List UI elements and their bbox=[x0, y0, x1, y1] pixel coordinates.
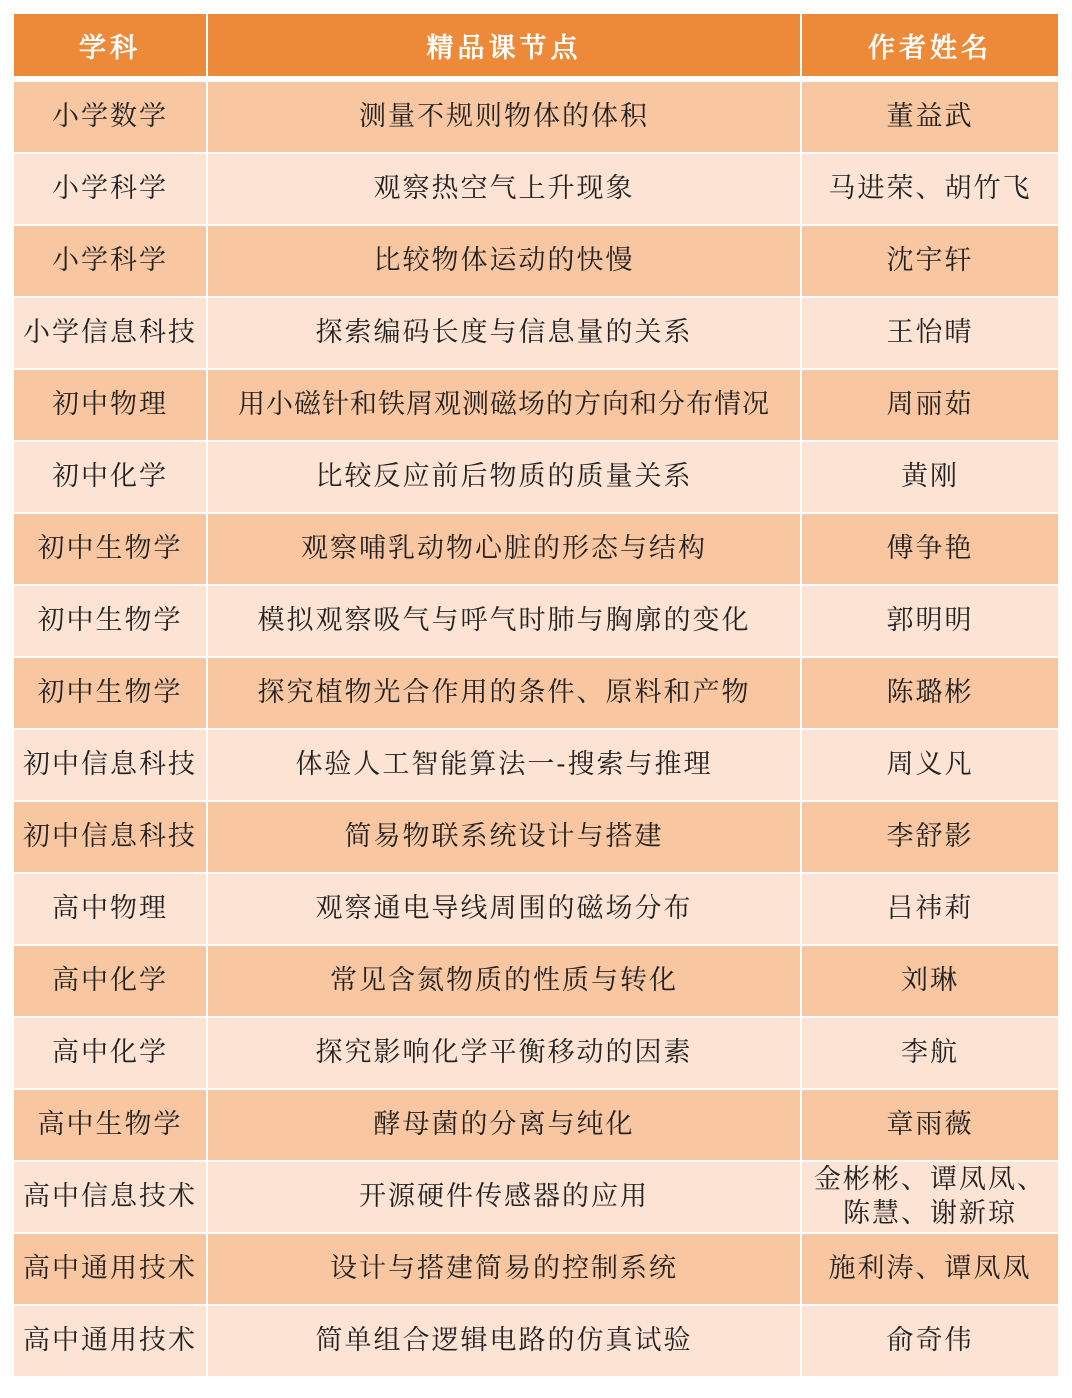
course-node-cell: 测量不规则物体的体积 bbox=[208, 82, 802, 154]
header-course-node: 精品课节点 bbox=[208, 14, 802, 82]
author-cell: 郭明明 bbox=[802, 586, 1058, 658]
author-cell: 章雨薇 bbox=[802, 1090, 1058, 1162]
course-node-cell: 观察通电导线周围的磁场分布 bbox=[208, 874, 802, 946]
header-subject: 学科 bbox=[14, 14, 208, 82]
author-cell: 马进荣、胡竹飞 bbox=[802, 154, 1058, 226]
subject-cell: 初中化学 bbox=[14, 442, 208, 514]
subject-cell: 高中通用技术 bbox=[14, 1234, 208, 1306]
table-row bbox=[14, 370, 1058, 442]
course-node-cell: 设计与搭建简易的控制系统 bbox=[208, 1234, 802, 1306]
subject-cell: 高中化学 bbox=[14, 946, 208, 1018]
course-node-cell: 观察热空气上升现象 bbox=[208, 154, 802, 226]
author-cell: 吕祎莉 bbox=[802, 874, 1058, 946]
author-cell: 李航 bbox=[802, 1018, 1058, 1090]
author-cell: 黄刚 bbox=[802, 442, 1058, 514]
table-row bbox=[14, 154, 1058, 226]
table-row bbox=[14, 1234, 1058, 1306]
course-node-cell: 比较反应前后物质的质量关系 bbox=[208, 442, 802, 514]
subject-cell: 小学信息科技 bbox=[14, 298, 208, 370]
course-node-cell: 体验人工智能算法一-搜索与推理 bbox=[208, 730, 802, 802]
subject-cell: 初中信息科技 bbox=[14, 730, 208, 802]
subject-cell: 初中信息科技 bbox=[14, 802, 208, 874]
author-cell: 陈璐彬 bbox=[802, 658, 1058, 730]
table-row bbox=[14, 1090, 1058, 1162]
author-cell: 周丽茹 bbox=[802, 370, 1058, 442]
table-row bbox=[14, 1162, 1058, 1234]
course-node-cell: 观察哺乳动物心脏的形态与结构 bbox=[208, 514, 802, 586]
course-node-cell: 简单组合逻辑电路的仿真试验 bbox=[208, 1306, 802, 1378]
subject-cell: 初中物理 bbox=[14, 370, 208, 442]
author-cell: 金彬彬、谭凤凤、陈慧、谢新琼 bbox=[802, 1162, 1058, 1234]
table-row bbox=[14, 1018, 1058, 1090]
subject-cell: 小学数学 bbox=[14, 82, 208, 154]
subject-cell: 初中生物学 bbox=[14, 586, 208, 658]
table-row bbox=[14, 298, 1058, 370]
subject-cell: 高中物理 bbox=[14, 874, 208, 946]
table-row bbox=[14, 514, 1058, 586]
subject-cell: 初中生物学 bbox=[14, 514, 208, 586]
subject-cell: 高中通用技术 bbox=[14, 1306, 208, 1378]
table-body bbox=[14, 82, 1058, 1378]
table-row bbox=[14, 82, 1058, 154]
header-row bbox=[14, 14, 1058, 82]
course-node-cell: 简易物联系统设计与搭建 bbox=[208, 802, 802, 874]
table-row bbox=[14, 802, 1058, 874]
subject-cell: 高中生物学 bbox=[14, 1090, 208, 1162]
author-cell: 王怡晴 bbox=[802, 298, 1058, 370]
table-row bbox=[14, 946, 1058, 1018]
course-node-cell: 探究影响化学平衡移动的因素 bbox=[208, 1018, 802, 1090]
author-cell: 傅争艳 bbox=[802, 514, 1058, 586]
course-node-cell: 模拟观察吸气与呼气时肺与胸廓的变化 bbox=[208, 586, 802, 658]
table-row bbox=[14, 658, 1058, 730]
course-node-cell: 比较物体运动的快慢 bbox=[208, 226, 802, 298]
subject-cell: 高中信息技术 bbox=[14, 1162, 208, 1234]
author-cell: 李舒影 bbox=[802, 802, 1058, 874]
author-cell: 周义凡 bbox=[802, 730, 1058, 802]
course-node-cell: 常见含氮物质的性质与转化 bbox=[208, 946, 802, 1018]
subject-cell: 小学科学 bbox=[14, 154, 208, 226]
subject-cell: 高中化学 bbox=[14, 1018, 208, 1090]
course-node-cell: 酵母菌的分离与纯化 bbox=[208, 1090, 802, 1162]
table-row bbox=[14, 442, 1058, 514]
course-table bbox=[14, 14, 1058, 1378]
author-cell: 俞奇伟 bbox=[802, 1306, 1058, 1378]
course-node-cell: 用小磁针和铁屑观测磁场的方向和分布情况 bbox=[208, 370, 802, 442]
subject-cell: 小学科学 bbox=[14, 226, 208, 298]
author-cell: 刘琳 bbox=[802, 946, 1058, 1018]
course-node-cell: 探索编码长度与信息量的关系 bbox=[208, 298, 802, 370]
author-cell: 施利涛、谭凤凤 bbox=[802, 1234, 1058, 1306]
course-node-cell: 开源硬件传感器的应用 bbox=[208, 1162, 802, 1234]
header-author: 作者姓名 bbox=[802, 14, 1058, 82]
table-row bbox=[14, 226, 1058, 298]
table-row bbox=[14, 730, 1058, 802]
author-cell: 董益武 bbox=[802, 82, 1058, 154]
subject-cell: 初中生物学 bbox=[14, 658, 208, 730]
table-row bbox=[14, 586, 1058, 658]
author-cell: 沈宇轩 bbox=[802, 226, 1058, 298]
table-row bbox=[14, 1306, 1058, 1378]
table-row bbox=[14, 874, 1058, 946]
course-node-cell: 探究植物光合作用的条件、原料和产物 bbox=[208, 658, 802, 730]
